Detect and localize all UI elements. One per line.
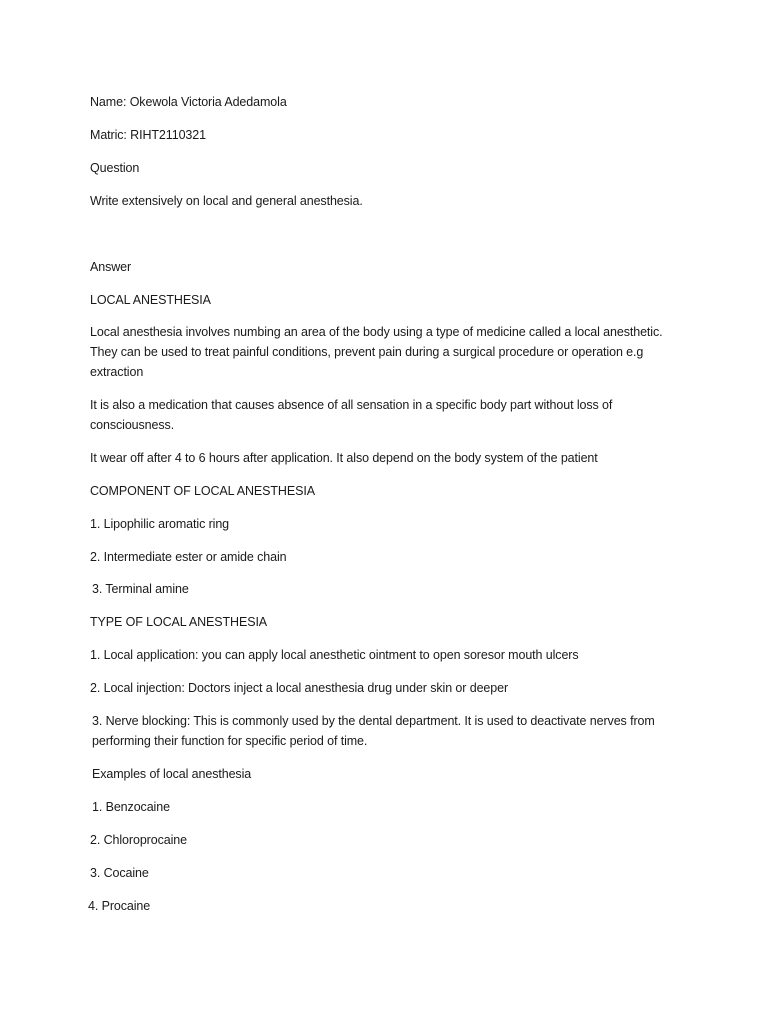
example-item-3: 3. Cocaine [90,866,149,880]
matric-number: Matric: RIHT2110321 [90,128,206,142]
type-item-3: 3. Nerve blocking: This is commonly used by the dental department. It is used to deactivate nerves from performing their function for specific period of time. [92,714,655,748]
question-text: Write extensively on local and general anesthesia. [90,194,363,208]
example-item-1: 1. Benzocaine [92,800,170,814]
paragraph-medication: It is also a medication that causes absence of all sensation in a specific body part without loss of consciousness. [90,398,613,432]
heading-component: COMPONENT OF LOCAL ANESTHESIA [90,484,315,498]
paragraph-definition: Local anesthesia involves numbing an area of the body using a type of medicine called a local anesthetic. They can be used to treat painful conditions, prevent pain during a surgical procedure or operation e.g extraction [90,325,663,379]
type-item-1: 1. Local application: you can apply local anesthetic ointment to open soresor mouth ulcers [90,648,579,662]
question-label: Question [90,161,140,175]
example-item-4: 4. Procaine [88,899,151,913]
heading-type: TYPE OF LOCAL ANESTHESIA [90,615,268,629]
examples-heading: Examples of local anesthesia [92,767,252,781]
heading-local-anesthesia: LOCAL ANESTHESIA [90,293,211,307]
component-item-2: 2. Intermediate ester or amide chain [90,550,287,564]
student-name: Name: Okewola Victoria Adedamola [90,95,287,109]
type-item-2: 2. Local injection: Doctors inject a local anesthesia drug under skin or deeper [90,681,509,695]
component-item-3: 3. Terminal amine [92,582,189,596]
paragraph-duration: It wear off after 4 to 6 hours after application. It also depend on the body system of the patient [90,451,598,465]
answer-label: Answer [90,260,132,274]
component-item-1: 1. Lipophilic aromatic ring [90,517,230,531]
example-item-2: 2. Chloroprocaine [90,833,187,847]
